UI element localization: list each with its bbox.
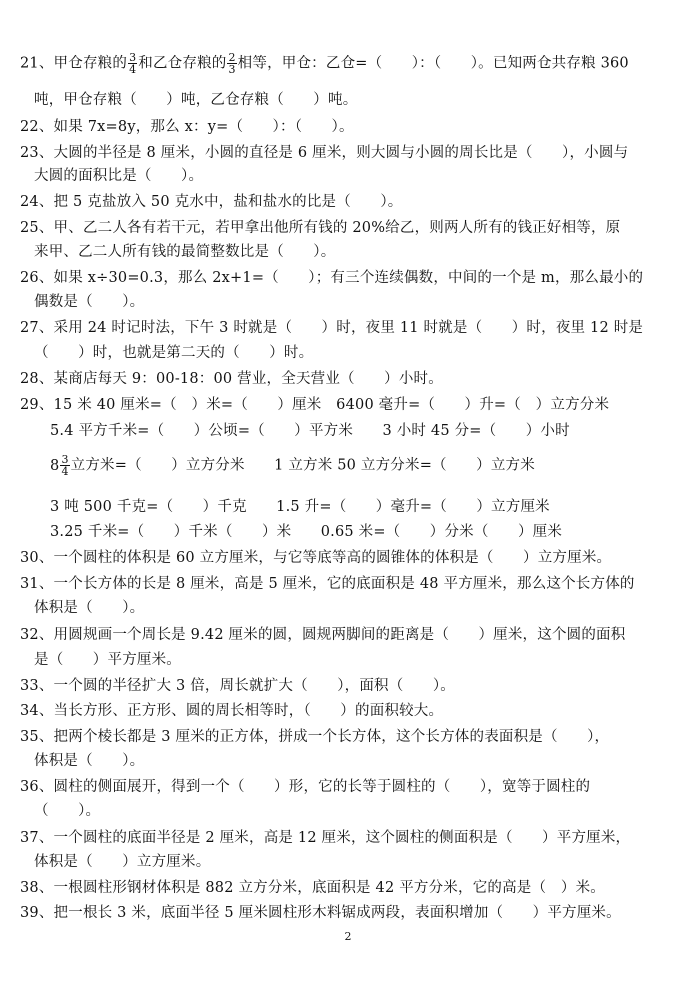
question-26-line-2: 偶数是（ ）。	[34, 294, 145, 310]
question-30: 30、一个圆柱的体积是 60 立方厘米，与它等底等高的圆锥体的体积是（ ）立方厘米。	[20, 550, 612, 566]
question-25-line-2: 来甲、乙二人所有钱的最简整数比是（ ）。	[34, 244, 336, 260]
q21-text-c: 相等，甲仓：乙仓=（ ）：（ ）。已知两仓共存粮 360	[237, 55, 629, 72]
q21-text-b: 和乙仓存粮的	[138, 55, 227, 72]
question-34: 34、当长方形、正方形、圆的周长相等时，（ ）的面积较大。	[20, 703, 444, 719]
question-32-line-2: 是（ ）平方厘米。	[34, 652, 181, 668]
question-25-line-1: 25、甲、乙二人各有若干元，若甲拿出他所有钱的 20%给乙，则两人所有的钱正好相等，原	[20, 220, 621, 236]
question-38: 38、一根圆柱形钢材体积是 882 立方分米，底面积是 42 平方分米，它的高是（ ）米。	[20, 880, 606, 896]
q29-line-3-text: 立方米=（ ）立方分米 1 立方米 50 立方分米=（ ）立方米	[70, 457, 535, 474]
question-31-line-2: 体积是（ ）。	[34, 600, 145, 616]
question-21-line-1	[20, 52, 629, 75]
question-28: 28、某商店每天 9：00-18：00 营业，全天营业（ ）小时。	[20, 371, 443, 387]
page-number: 2	[344, 930, 352, 943]
question-24: 24、把 5 克盐放入 50 克水中，盐和盐水的比是（ ）。	[20, 194, 403, 210]
frac-num: 3	[129, 51, 137, 64]
fraction-2-3	[227, 52, 236, 75]
question-36-line-1: 36、圆柱的侧面展开，得到一个（ ）形，它的长等于圆柱的（ ），宽等于圆柱的	[20, 779, 591, 795]
question-29-line-1: 29、15 米 40 厘米=（ ）米=（ ）厘米 6400 毫升=（ ）升=（ ）立方分米	[20, 397, 610, 413]
fraction-3-4	[128, 52, 137, 75]
question-26-line-1: 26、如果 x÷30=0.3，那么 2x+1=（ ）；有三个连续偶数，中间的一个是 m，那么最小的	[20, 270, 644, 286]
question-29-line-3	[50, 454, 535, 477]
fraction-3-4	[60, 454, 69, 477]
question-29-line-5: 3.25 千米=（ ）千米（ ）米 0.65 米=（ ）分米（ ）厘米	[50, 524, 563, 540]
question-29-line-4: 3 吨 500 千克=（ ）千克 1.5 升=（ ）毫升=（ ）立方厘米	[50, 499, 550, 515]
question-23-line-2: 大圆的面积比是（ ）。	[34, 168, 204, 184]
frac-den: 4	[129, 63, 137, 76]
frac-den: 3	[228, 63, 236, 76]
question-31-line-1: 31、一个长方体的长是 8 厘米，高是 5 厘米，它的底面积是 48 平方厘米，那么这个长方体的	[20, 576, 635, 592]
mixed-whole: 8	[50, 457, 60, 474]
question-35-line-2: 体积是（ ）。	[34, 753, 145, 769]
question-37-line-2: 体积是（ ）立方厘米。	[34, 854, 211, 870]
question-33: 33、一个圆的半径扩大 3 倍，周长就扩大（ ），面积（ ）。	[20, 678, 455, 694]
q21-text-a: 21、甲仓存粮的	[20, 55, 128, 72]
question-29-line-2: 5.4 平方千米=（ ）公顷=（ ）平方米 3 小时 45 分=（ ）小时	[50, 423, 570, 439]
mixed-number-8-3-4	[50, 454, 71, 477]
question-27-line-2: （ ）时，也就是第二天的（ ）时。	[34, 345, 314, 361]
question-32-line-1: 32、用圆规画一个周长是 9.42 厘米的圆，圆规两脚间的距离是（ ）厘米，这个圆的面积	[20, 627, 626, 643]
frac-num: 2	[228, 51, 236, 64]
question-35-line-1: 35、把两个棱长都是 3 厘米的正方体，拼成一个长方体，这个长方体的表面积是（ ），	[20, 729, 610, 745]
frac-num: 3	[61, 453, 69, 466]
question-37-line-1: 37、一个圆柱的底面半径是 2 厘米，高是 12 厘米，这个圆柱的侧面积是（ ）平方厘米，	[20, 830, 631, 846]
question-21-line-2: 吨，甲仓存粮（ ）吨，乙仓存粮（ ）吨。	[34, 92, 358, 108]
question-27-line-1: 27、采用 24 时记时法，下午 3 时就是（ ）时，夜里 11 时就是（ ）时，夜里 12 时是	[20, 320, 644, 336]
question-36-line-2: （ ）。	[34, 803, 101, 819]
frac-den: 4	[61, 465, 69, 478]
question-22: 22、如果 7x=8y，那么 x：y=（ ）：（ ）。	[20, 119, 354, 135]
question-23-line-1: 23、大圆的半径是 8 厘米，小圆的直径是 6 厘米，则大圆与小圆的周长比是（ ），小圆与	[20, 145, 629, 161]
question-39: 39、把一根长 3 米，底面半径 5 厘米圆柱形木料锯成两段，表面积增加（ ）平方厘米。	[20, 905, 621, 921]
